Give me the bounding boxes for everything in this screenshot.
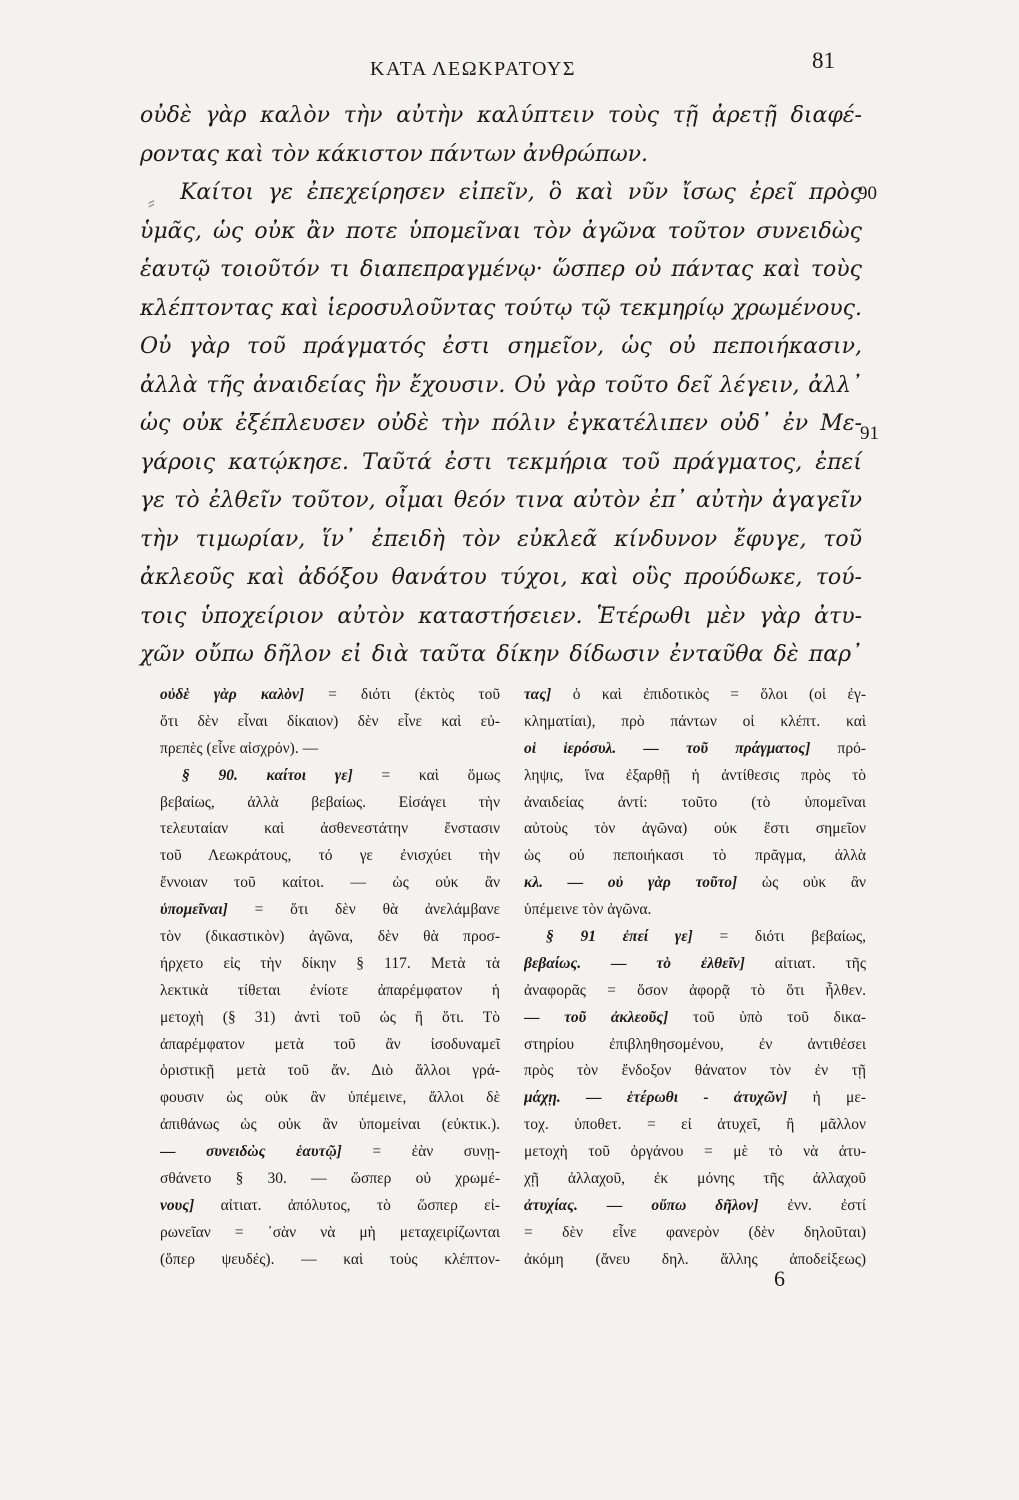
main-text-line: ὑμᾶς, ὡς οὐκ ἂν ποτε ὑπομεῖναι τὸν ἀγῶνα τοῦτον συνειδὼς <box>140 218 862 244</box>
main-text-line: τὴν τιμωρίαν, ἵν᾽ ἐπειδὴ τὸν εὐκλεᾶ κίνδυνον ἔφυγε, τοῦ <box>140 526 862 552</box>
page-number: 81 <box>812 48 835 73</box>
note-line: ἀπαρέμφατον μετὰ τοῦ ἂν ἰσοδυναμεῖ <box>160 1035 500 1053</box>
margin-section-number: 90 <box>858 183 877 204</box>
note-line: πρὸς τὸν ἔνδοξον θάνατον τὸν ἐν τῇ <box>524 1062 866 1080</box>
note-line: φουσιν ὡς οὐκ ἂν ὑπέμεινε, ἄλλοι δὲ <box>160 1089 500 1107</box>
note-line: ήρχετο εἰς τὴν δίκην § 117. Μετὰ τὰ <box>160 954 500 972</box>
main-text-line: ὡς οὐκ ἐξέπλευσεν οὐδὲ τὴν πόλιν ἐγκατέλιπεν οὐδ᾽ ἐν Με- <box>140 411 862 436</box>
note-line: τοχ. ὑποθετ. = εἰ ἀτυχεῖ, ἢ μᾶλλον <box>524 1116 866 1134</box>
note-line: σθάνετο § 30. — ὥσπερ οὐ χρωμέ- <box>160 1170 500 1188</box>
main-text-line: Καίτοι γε ἐπεχείρησεν εἰπεῖν, ὃ καὶ νῦν ἴσως ἐρεῖ πρὸς <box>180 180 862 205</box>
note-line: § 91 ἐπεί γε] = διότι βεβαίως, <box>546 928 866 946</box>
main-text-line: ἀλλὰ τῆς ἀναιδείας ἣν ἔχουσιν. Οὐ γὰρ τοῦτο δεῖ λέγειν, ἀλλ᾽ <box>140 372 862 398</box>
note-line: ὑπέμεινε τὸν ἀγῶνα. <box>524 901 652 919</box>
note-line: — τοῦ ἀκλεοῦς] τοῦ ὑπὸ τοῦ δικα- <box>524 1008 866 1026</box>
note-lemma: ὑπομεῖναι] <box>160 901 228 919</box>
note-line: τοῦ Λεωκράτους, τό γε ἐνισχύει τὴν <box>160 847 500 865</box>
note-line: τὸν (δικαστικὸν) ἀγῶνα, δὲν θὰ προσ- <box>160 928 500 946</box>
note-line: ἀναιδείας ἀντί: τοῦτο (τὸ ὑπομεῖναι <box>524 793 866 811</box>
note-line: λεκτικὰ τίθεται ἐνίοτε ἀπαρέμφατον ἡ <box>160 981 500 999</box>
note-line: ρωνεῖαν = ᾽σὰν νὰ μὴ μεταχειρίζωνται <box>160 1223 500 1241</box>
note-lemma: — τοῦ ἀκλεοῦς] <box>524 1008 669 1026</box>
note-line: αὐτοὺς τὸν ἀγῶνα) οὐκ ἔστι σημεῖον <box>524 820 866 838</box>
note-line: ὅτι δὲν εἶναι δίκαιον) δὲν εἶνε καὶ εὐ- <box>160 712 500 730</box>
main-text-block <box>140 97 862 675</box>
pencil-mark-icon: ⸗ <box>148 190 155 214</box>
main-text-line: ἑαυτῷ τοιοῦτόν τι διαπεπραγμένῳ· ὥσπερ οὐ πάντας καὶ τοὺς <box>140 257 862 282</box>
note-lemma: § 91 ἐπεί γε] <box>546 928 693 946</box>
notes-right-column <box>524 682 866 1274</box>
note-line: βεβαίως, ἀλλὰ βεβαίως. Εἰσάγει τὴν <box>160 793 500 811</box>
note-lemma: τας] <box>524 686 552 703</box>
note-lemma: οἱ ἱερόσυλ. — τοῦ πράγματος] <box>524 739 811 757</box>
note-line: μετοχὴ (§ 31) ἀντὶ τοῦ ὡς ἢ ὅτι. Τὸ <box>160 1008 500 1026</box>
main-text-line: ἀκλεοῦς καὶ ἀδόξου θανάτου τύχοι, καὶ οὓς προύδωκε, τού- <box>140 565 862 590</box>
note-line: ἔννοιαν τοῦ καίτοι. — ὡς οὐκ ἂν <box>160 874 500 892</box>
signature-mark: 6 <box>774 1266 785 1291</box>
note-line: § 90. καίτοι γε] = καὶ ὅμως <box>182 766 500 784</box>
note-line: ὡς οὐ πεποιήκασι τὸ πρᾶγμα, ἀλλὰ <box>524 847 866 865</box>
note-line: (ὅπερ ψευδές). — καὶ τοὺς κλέπτον- <box>160 1250 500 1268</box>
note-lemma: μάχῃ. — ἑτέρωθι - ἀτυχῶν] <box>524 1089 788 1107</box>
main-text-line: γάροις κατῴκησε. Ταῦτά ἐστι τεκμήρια τοῦ πράγματος, ἐπεί <box>140 449 862 475</box>
note-line: τας] ὁ καὶ ἐπιδοτικὸς = ὅλοι (οἱ ἐγ- <box>524 686 866 703</box>
note-lemma: — συνειδὼς ἑαυτῷ] <box>160 1143 342 1161</box>
note-line: ληψις, ἵνα ἐξαρθῇ ἡ ἀντίθεσις πρὸς τὸ <box>524 766 866 784</box>
note-line: κληματίαι), πρὸ πάντων οἱ κλέπτ. καὶ <box>524 712 866 730</box>
note-lemma: οὐδὲ γὰρ καλὸν] <box>160 686 304 703</box>
note-line: — συνειδὼς ἑαυτῷ] = ἐὰν συνῃ- <box>160 1143 500 1161</box>
note-line: κλ. — οὐ γὰρ τοῦτο] ὡς οὐκ ἂν <box>524 874 866 892</box>
main-text-line: τοις ὑποχείριον αὐτὸν καταστήσειεν. Ἑτέρωθι μὲν γὰρ ἀτυ- <box>140 603 862 629</box>
note-lemma: ἀτυχίας. — οὔπω δῆλον] <box>524 1196 759 1214</box>
note-line: ἀτυχίας. — οὔπω δῆλον] ἐνν. ἐστί <box>524 1196 866 1214</box>
note-lemma: βεβαίως. — τὸ ἐλθεῖν] <box>524 954 745 972</box>
note-line: μετοχὴ τοῦ ὀργάνου = μὲ τὸ νὰ ἀτυ- <box>524 1143 866 1161</box>
note-line: πρεπὲς (εἶνε αἰσχρόν). — <box>160 739 319 757</box>
running-head: ΚΑΤΑ ΛΕΩΚΡΑΤΟΥΣ <box>370 58 577 80</box>
main-text-line: ροντας καὶ τὸν κάκιστον πάντων ἀνθρώπων. <box>140 141 648 167</box>
main-text-line: Οὐ γὰρ τοῦ πράγματός ἐστι σημεῖον, ὡς οὐ πεποιήκασιν, <box>140 334 862 359</box>
note-line: οὐδὲ γὰρ καλὸν] = διότι (ἐκτὸς τοῦ <box>160 686 500 703</box>
note-line: στηρίου ἐπιβληθησομένου, ἐν ἀντιθέσει <box>524 1035 866 1053</box>
note-line: νους] αἰτιατ. ἀπόλυτος, τὸ ὥσπερ εἰ- <box>160 1196 500 1214</box>
main-text-line: γε τὸ ἐλθεῖν τοῦτον, οἶμαι θεόν τινα αὐτὸν ἐπ᾽ αὐτὴν ἀγαγεῖν <box>140 488 862 513</box>
note-line: τελευταίαν καὶ ἀσθενεστάτην ἔνστασιν <box>160 820 500 838</box>
note-line: ἀκόμη (ἄνευ δηλ. ἄλλης ἀποδείξεως) <box>524 1250 866 1268</box>
note-line: ὑπομεῖναι] = ὅτι δὲν θὰ ἀνελάμβανε <box>160 901 500 919</box>
note-line: = δὲν εἶνε φανερὸν (δὲν δηλοῦται) <box>524 1223 866 1241</box>
note-line: βεβαίως. — τὸ ἐλθεῖν] αἰτιατ. τῆς <box>524 954 866 972</box>
note-lemma: κλ. — οὐ γὰρ τοῦτο] <box>524 874 738 892</box>
note-line: ἀπιθάνως ὡς οὐκ ἂν ὑπομείναι (εὐκτικ.). <box>160 1116 500 1134</box>
note-lemma: § 90. καίτοι γε] <box>182 766 353 784</box>
main-text-line: χῶν οὔπω δῆλον εἰ διὰ ταῦτα δίκην δίδωσιν ἐνταῦθα δὲ παρ᾽ <box>140 642 862 667</box>
note-line: οἱ ἱερόσυλ. — τοῦ πράγματος] πρό- <box>524 739 866 757</box>
note-line: χῇ ἀλλαχοῦ, ἐκ μόνης τῆς ἀλλαχοῦ <box>524 1170 866 1188</box>
main-text-line: κλέπτοντας καὶ ἱεροσυλοῦντας τούτῳ τῷ τεκμηρίῳ χρωμένους. <box>140 295 862 321</box>
note-line: ὁριστικῇ μετὰ τοῦ ἄν. Διὸ ἄλλοι γρά- <box>160 1062 500 1080</box>
note-line: μάχῃ. — ἑτέρωθι - ἀτυχῶν] ἡ με- <box>524 1089 866 1107</box>
main-text-line: οὐδὲ γὰρ καλὸν τὴν αὐτὴν καλύπτειν τοὺς τῇ ἀρετῇ διαφέ- <box>140 103 862 128</box>
notes-left-column <box>160 682 500 1274</box>
note-line: ἀναφορᾶς = ὅσον ἀφορᾷ τὸ ὅτι ἦλθεν. <box>524 981 866 999</box>
note-lemma: νους] <box>160 1196 195 1214</box>
margin-section-number: 91 <box>860 423 879 444</box>
